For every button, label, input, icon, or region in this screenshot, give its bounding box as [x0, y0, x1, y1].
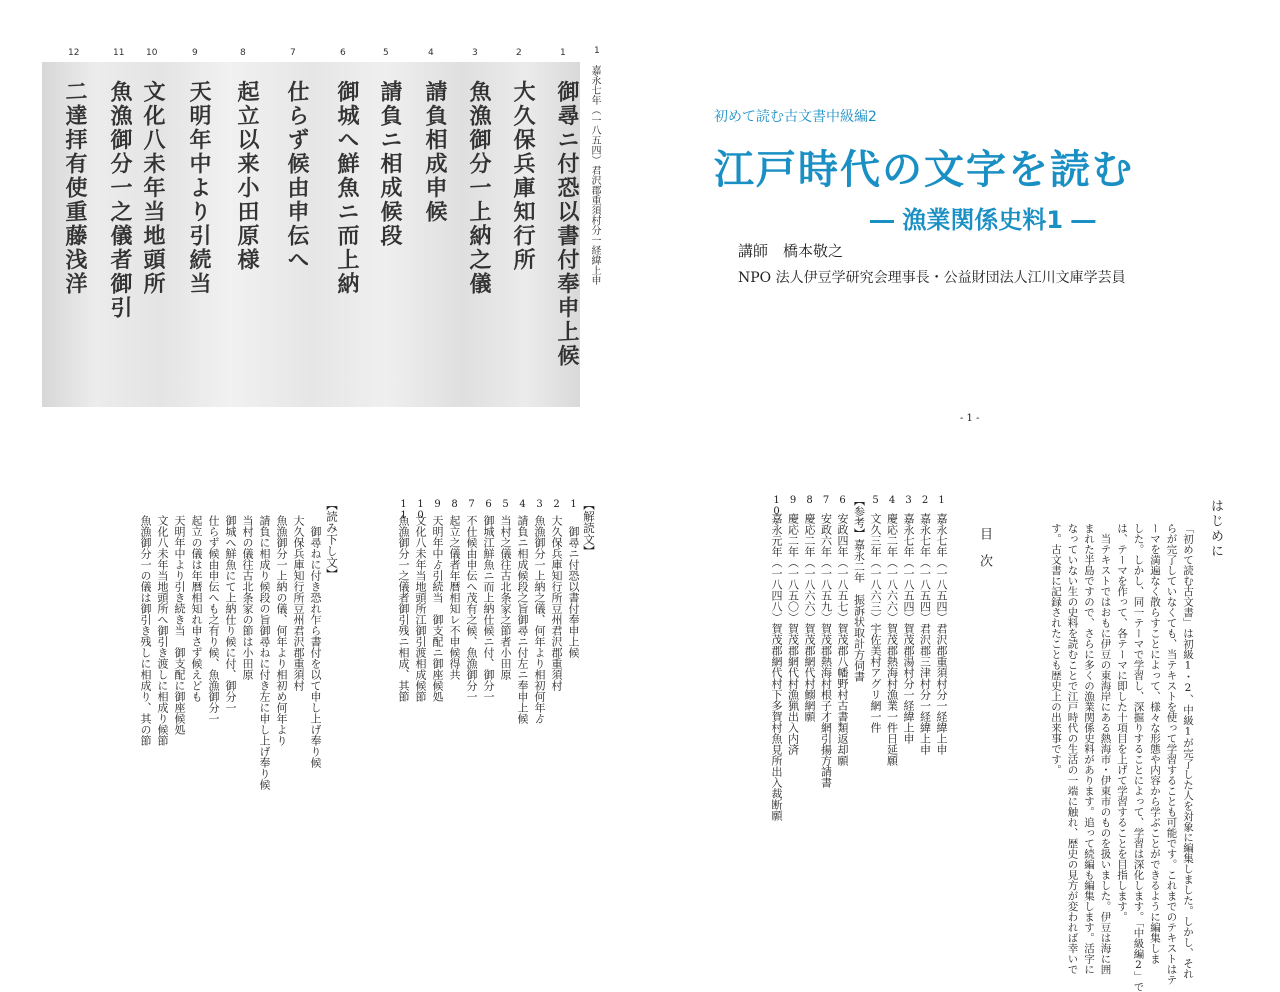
intro-line: 当テキストではおもに伊豆の東海岸にある熱海市・伊東市のものを扱いました。伊豆は海に囲 [1099, 523, 1112, 975]
toc-entry: 文久三年（一八六三）宇佐美村アグリ網一件 [869, 513, 882, 733]
toc-entry: 安政四年（一八五七）賀茂郡八幡野村古書類返却願 [836, 513, 849, 766]
kaidokubun-line: 御尋ニ付恐以書付奉申上候 [567, 515, 580, 658]
cover-page [642, 0, 1280, 452]
yomikudashi-line: 御城へ鮮魚にて上納仕り候に付、御分一 [224, 515, 237, 713]
kaidokubun-line: 大久保兵庫知行所豆州君沢郡重須村 [550, 515, 563, 691]
kaidokubun-line: 起立之儀者年暦相知レ不申候得共 [448, 515, 461, 680]
yomikudashi-line: 請負に相成り候段の旨御尋ねに付き左に申し上げ奉り候 [258, 515, 271, 790]
manuscript-line-number: 1 [560, 48, 566, 58]
toc-entry-number: 5 [870, 495, 881, 506]
manuscript-line-number: 2 [516, 48, 522, 58]
kaidokubun-line: 天明年中ゟ引続当 御支配ニ御座候処 [431, 515, 444, 702]
manuscript-line-number: 11 [113, 48, 125, 58]
toc-entry: 慶応二年（一八五〇）賀茂郡網代村漁猟出入内済 [786, 513, 800, 755]
toc-entry: 嘉永元年（一八四八）賀茂郡網代村下多賀村魚見所出入裁断願 [770, 513, 783, 821]
toc-entry-number: 8 [804, 495, 815, 506]
intro-line: した。しかし、同一テーマで学習し、深掘りすることによって、学習は深化します。「中級編2」で [1132, 523, 1145, 992]
manuscript-line-number: 10 [146, 48, 158, 58]
manuscript-line-number: 5 [383, 48, 389, 58]
kaidokubun-line-number: 9 [432, 499, 443, 510]
manuscript-column: 魚漁御分一之儀者御引 [107, 79, 133, 321]
manuscript-column: 天明年中より引続当 [186, 79, 212, 297]
manuscript-line-number: 7 [290, 48, 296, 58]
intro-line: は、テーマを作って、各テーマに即した十項目を上げて学習することを目指します。 [1116, 523, 1128, 922]
yomikudashi-heading: 【読み下し文】 [325, 499, 339, 580]
kaidokubun-line-number: 4 [517, 499, 528, 510]
page-number: - 1 - [960, 413, 980, 424]
yomikudashi-line: 御尋ねに付き恐れ乍ら書付を以て申し上げ奉り候 [309, 515, 322, 768]
manuscript-column: 請負ニ相成候段 [377, 79, 403, 249]
manuscript-column: 起立以来小田原様 [234, 79, 260, 273]
toc-entry: 嘉永七年（一八五四）君沢郡三津村分一経緯上申 [918, 513, 932, 755]
subtitle: ― 漁業関係史料1 ― [870, 206, 1096, 234]
kaidokubun-line-number: 6 [483, 499, 494, 510]
manuscript-column: 文化八未年当地頭所 [140, 79, 166, 297]
kaidokubun-line: 魚漁御分一之儀者御引残ニ相成、其節 [397, 515, 410, 702]
manuscript-image [42, 62, 580, 407]
kaidokubun-line: 魚漁御分一上納之儀、何年より相初何年ゟ [533, 515, 546, 724]
kaidokubun-line-number: 2 [551, 499, 562, 510]
yomikudashi-line: 当村の儀往古北条家の節は小田原 [241, 515, 254, 680]
intro-line: ーマを満遍なく散らすことによって、様々な形態や内容から学ぶことができるように編集しま [1149, 523, 1161, 964]
yomikudashi-line: 文化八未年当地頭所へ御引き渡しに相成り候節 [156, 515, 169, 746]
manuscript-line-number: 6 [340, 48, 346, 58]
yomikudashi-line: 仕らず候由申伝へも之有り候、魚漁御分一 [207, 515, 220, 724]
kaidokubun-line-number: 7 [466, 499, 477, 510]
doc-caption: 嘉永七年（一八五四）君沢郡重須村分一経緯上申 [589, 65, 600, 285]
doc-number: 1 [594, 46, 600, 56]
manuscript-line-number: 12 [68, 48, 80, 58]
yomikudashi-line: 魚漁御分一の儀は御引き残しに相成り、其の節 [139, 515, 152, 746]
kaidokubun-line-number: 1 [568, 499, 579, 510]
kaidokubun-line-number: 5 [500, 499, 511, 510]
manuscript-line-number: 9 [192, 48, 198, 58]
series-label: 初めて読む古文書中級編2 [714, 109, 877, 125]
intro-line: まれた半島ですので、さらに多くの漁業関係史料があります。追って続編も編集します。活字に [1083, 523, 1095, 975]
toc-entry-number: 1 [936, 495, 947, 506]
manuscript-column: 請負相成申候 [422, 79, 448, 225]
intro-line: 「初めて読む古文書」は初級1・2、中級1が完了した人を対象に編集しました。しかし、それ [1182, 523, 1194, 979]
toc-entry-number: 2 [919, 495, 931, 506]
toc-entry: 嘉永七年（一八五四）賀茂郡湯村分一経緯上申 [902, 513, 915, 744]
kaidokubun-line: 不仕候由申伝へ茂有之候、魚漁御分一 [465, 515, 478, 702]
toc-entry-number: 4 [886, 495, 898, 506]
toc-entry: 慶応二年（一八六六）賀茂郡熱海村漁業一件日延願 [885, 513, 899, 766]
toc-entry-number: 10 [771, 495, 782, 517]
toc-entry-number: 7 [820, 495, 832, 506]
toc-entry: 慶応二年（一八六六）賀茂郡網代村鰯網願 [803, 513, 816, 722]
affiliation: NPO 法人伊豆学研究会理事長・公益財団法人江川文庫学芸員 [738, 270, 1126, 286]
kaidokubun-line: 文化八未年当地頭所江御引渡相成候節 [414, 515, 427, 702]
kaidokubun-line: 当村之儀往古北条家之節者小田原 [499, 515, 512, 680]
contents-page [642, 455, 1280, 992]
lecturer: 講師 橋本敬之 [738, 242, 844, 260]
kaidokubun-line: 請負ニ相成候段之旨御尋ニ付左ニ奉申上候 [516, 515, 529, 724]
toc-entry: 安政六年（一八五九）賀茂郡熱海村根子才網引揚方請書 [819, 513, 833, 788]
manuscript-line-number: 3 [472, 48, 478, 58]
intro-line: らが完了していなくても、当テキストを使って学習することも可能です。これまでのテキストはテ [1165, 523, 1178, 985]
toc-entry: 【参考】嘉永二年 振訴状取計方伺書 [852, 495, 866, 682]
manuscript-column: 大久保兵庫知行所 [510, 79, 536, 273]
yomikudashi-line: 起立の儀は年暦相知れ申さず候えども [190, 515, 203, 702]
yomikudashi-line: 魚漁御分一上納の儀、何年より相初め何年より [275, 515, 288, 746]
intro-line: なっていない生の史料を読むことで江戸時代の生活の一端に触れ、歴史の見方が変われば幸いで [1066, 523, 1079, 975]
manuscript-page [0, 0, 640, 452]
transcription-page [0, 455, 640, 905]
manuscript-column: 二達拝有使重藤浅洋 [62, 79, 88, 297]
toc-entry-number: 9 [787, 495, 799, 506]
manuscript-column: 魚漁御分一上納之儀 [466, 79, 492, 297]
manuscript-line-number: 8 [240, 48, 246, 58]
yomikudashi-line: 天明年中より引き続き当 御支配に御座候処 [173, 515, 186, 735]
toc-entry: 嘉永七年（一八五四）君沢郡重須村分一経緯上申 [935, 513, 948, 755]
main-title: 江戸時代の文字を読む [714, 147, 1134, 193]
kaidokubun-line-number: 8 [449, 499, 460, 510]
toc-entry-number: 3 [903, 495, 914, 506]
yomikudashi-line: 大久保兵庫知行所豆州君沢郡重須村 [292, 515, 305, 691]
manuscript-line-number: 4 [428, 48, 434, 58]
intro-title: はじめに [1208, 499, 1223, 559]
intro-line: す。古文書に記録されたことも歴史上の出来事です。 [1050, 523, 1062, 775]
toc-title: 目次 [977, 527, 992, 581]
kaidokubun-line-number: 10 [415, 499, 426, 521]
kaidokubun-line-number: 11 [398, 499, 409, 521]
toc-entry-number: 6 [837, 495, 848, 506]
manuscript-column: 仕らず候由申伝へ [284, 79, 310, 273]
kaidokubun-heading: 【解読文】 [582, 499, 596, 557]
manuscript-column: 御尋ニ付恐以書付奉申上候 [554, 79, 580, 369]
manuscript-column: 御城へ鮮魚ニ而上納 [334, 79, 360, 297]
kaidokubun-line: 御城江鮮魚ニ而上納仕候ニ付、御分一 [482, 515, 495, 702]
kaidokubun-line-number: 3 [534, 499, 545, 510]
